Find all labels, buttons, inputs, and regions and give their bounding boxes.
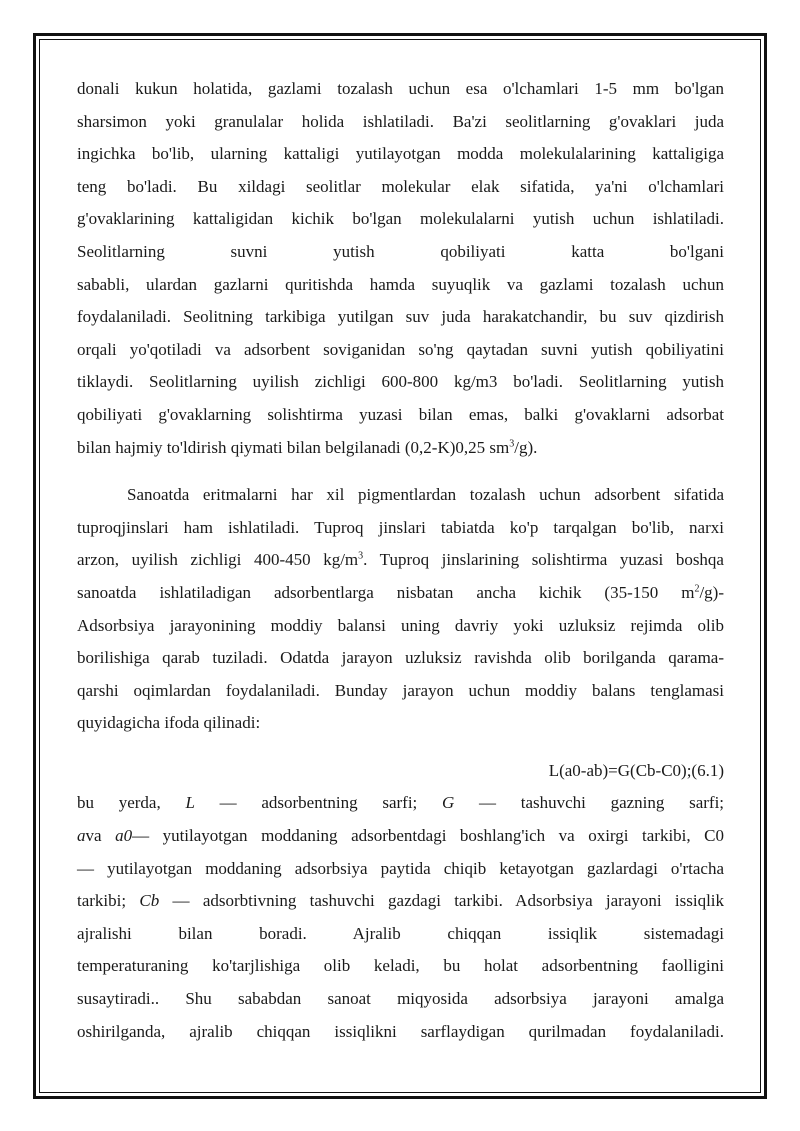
paragraph-definitions <box>77 787 724 1048</box>
text-segment: va <box>85 826 102 846</box>
superscript: 2 <box>694 583 700 595</box>
variable-Cb: Cb <box>139 891 160 911</box>
text-line <box>77 787 724 820</box>
text-line <box>77 820 724 853</box>
text-segment: — adsorbtivning tashuvchi gazdagi tarkibi. Adsorbsiya jarayoni issiqlik <box>172 891 725 911</box>
document-body <box>77 73 724 1048</box>
text-segment: . Tuproq jinslarining solishtirma yuzasi boshqa <box>363 550 724 570</box>
text-line: sharsimon yoki granulalar holida ishlatiladi. Ba'zi seolitlarning g'ovaklari juda <box>77 111 724 131</box>
text-line: qarshi oqimlardan foydalaniladi. Bunday jarayon uchun moddiy balans tenglamasi <box>77 680 724 700</box>
superscript: 3 <box>509 437 515 449</box>
text-line <box>77 577 724 610</box>
text-line: Adsorbsiya jarayonining moddiy balansi uning davriy yoki uzluksiz rejimda olib <box>77 615 724 635</box>
text-segment: arzon, uyilish zichligi 400-450 kg/m <box>77 550 359 570</box>
paragraph-gap <box>77 464 724 479</box>
text-segment: bu yerda, <box>77 793 161 813</box>
text-line <box>77 544 724 577</box>
text-line: quyidagicha ifoda qilinadi: <box>77 713 261 733</box>
variable-a0: a0 <box>115 826 133 846</box>
text-line: g'ovaklarining kattaligidan kichik bo'lgan molekulalarni yutish uchun ishlatiladi. <box>77 209 724 229</box>
text-line: susaytiradi.. Shu sababdan sanoat miqyosida adsorbsiya jarayoni amalga <box>77 989 724 1009</box>
text-line: tuproqjinslari ham ishlatiladi. Tuproq jinslari tabiatda ko'p tarqalgan bo'lib, narxi <box>77 517 724 537</box>
text-segment: — yutilayotgan moddaning adsorbentdagi boshlang'ich va oxirgi tarkibi, C0 <box>132 826 724 846</box>
paragraph-gap <box>77 740 724 755</box>
variable-G: G <box>442 793 455 813</box>
superscript: 3 <box>358 550 364 562</box>
text-line: foydalaniladi. Seolitning tarkibiga yutilgan suv juda harakatchandir, bu suv qizdirish <box>77 307 724 327</box>
text-line: — yutilayotgan moddaning adsorbsiya paytida chiqib ketayotgan gazlardagi o'rtacha <box>77 858 724 878</box>
text-segment: /g). <box>514 437 538 457</box>
text-line: Sanoatda eritmalarni har xil pigmentlardan tozalash uchun adsorbent sifatida <box>127 485 724 505</box>
variable-a: a <box>77 826 86 846</box>
text-line <box>77 432 724 465</box>
text-line: Seolitlarning suvni yutish qobiliyati katta bo'lgani <box>77 241 724 261</box>
text-line: sababli, ulardan gazlarni quritishda hamda suyuqlik va gazlami tozalash uchun <box>77 274 724 294</box>
text-line: teng bo'ladi. Bu xildagi seolitlar molekular elak sifatida, ya'ni o'lchamlari <box>77 176 724 196</box>
text-segment: — adsorbentning sarfi; <box>219 793 418 813</box>
text-segment: bilan hajmiy to'ldirish qiymati bilan belgilanadi (0,2-K)0,25 sm <box>77 437 510 457</box>
text-line: borilishiga qarab tuziladi. Odatda jarayon uzluksiz ravishda olib borilganda qarama- <box>77 648 724 668</box>
text-line: orqali yo'qotiladi va adsorbent soviganidan so'ng qaytadan suvni yutish qobiliyatini <box>77 339 724 359</box>
text-line: ajralishi bilan boradi. Ajralib chiqqan issiqlik sistemadagi <box>77 923 724 943</box>
paragraph-tuproq <box>77 479 724 740</box>
variable-L: L <box>185 793 195 813</box>
text-segment: /g)- <box>699 582 724 602</box>
text-line <box>77 885 724 918</box>
equation: L(a0-ab)=G(Cb-C0);(6.1) <box>548 760 724 780</box>
text-segment: sanoatda ishlatiladigan adsorbentlarga nisbatan ancha kichik (35-150 m <box>77 582 695 602</box>
text-line: ingichka bo'lib, ularning kattaligi yutilayotgan modda molekulalarining kattaligiga <box>77 144 724 164</box>
text-line: tiklaydi. Seolitlarning uyilish zichligi 600-800 kg/m3 bo'ladi. Seolitlarning yutish <box>77 372 724 392</box>
text-line: donali kukun holatida, gazlami tozalash uchun esa o'lchamlari 1-5 mm bo'lgan <box>77 79 724 98</box>
text-segment: tarkibi; <box>77 891 127 911</box>
text-line: qobiliyati g'ovaklarning solishtirma yuzasi bilan emas, balki g'ovaklarni adsorbat <box>77 404 724 424</box>
text-line: oshirilganda, ajralib chiqqan issiqlikni sarflaydigan qurilmadan foydalaniladi. <box>77 1021 724 1041</box>
text-line: temperaturaning ko'tarjlishiga olib keladi, bu holat adsorbentning faolligini <box>77 956 724 976</box>
text-segment: — tashuvchi gazning sarfi; <box>479 793 725 813</box>
paragraph-seolitlar <box>77 73 724 464</box>
